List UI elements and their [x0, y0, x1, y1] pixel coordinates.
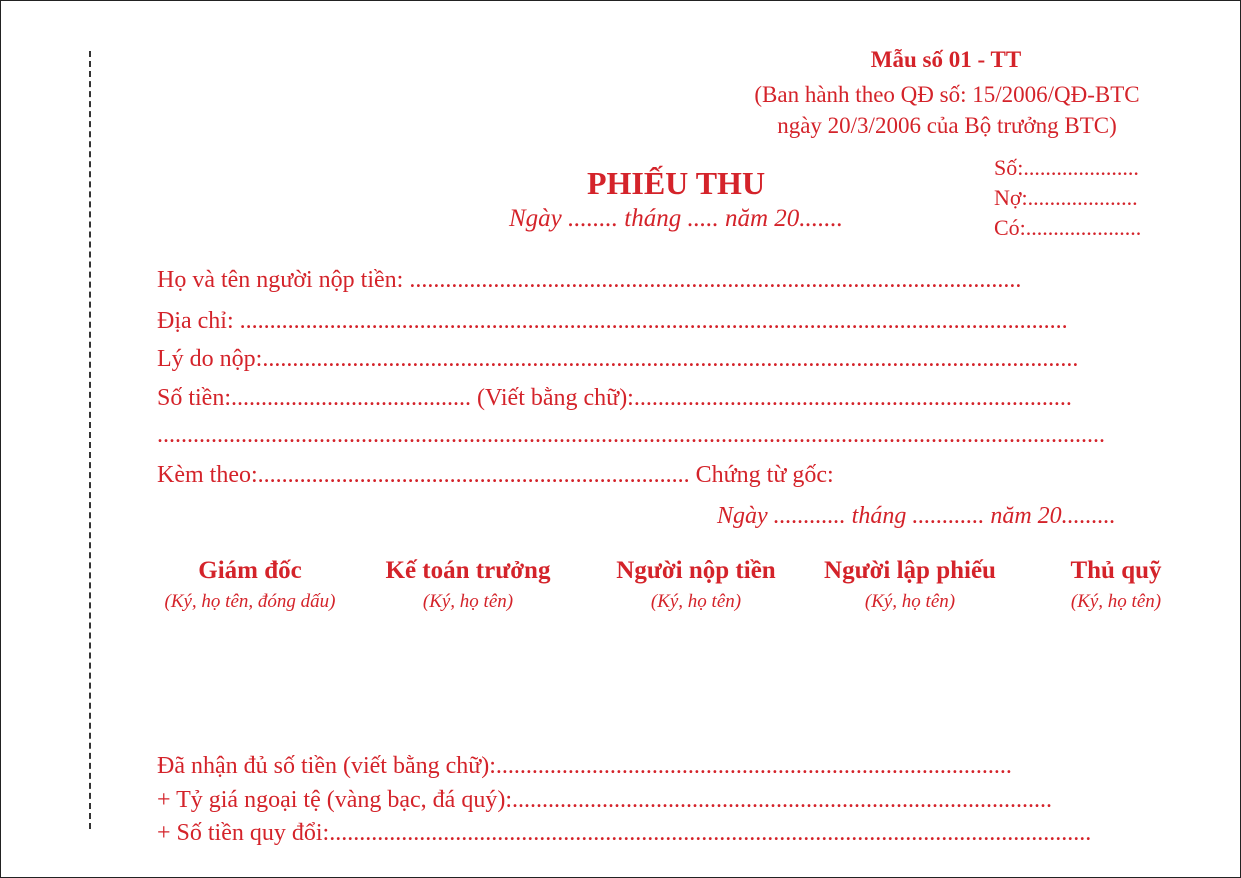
field-address: Địa chỉ: ..........................................................................................................................................: [157, 308, 1068, 334]
signature-note: (Ký, họ tên): [650, 591, 742, 612]
field-payer-name: Họ và tên người nộp tiền: ......................................................................................................: [157, 267, 1022, 293]
signature-role: Thủ quỹ: [1070, 557, 1162, 584]
signature-note: (Ký, họ tên): [1070, 591, 1162, 612]
decree-reference: [701, 79, 1193, 141]
signature-note: (Ký, họ tên): [422, 591, 514, 612]
ref-co: Có:.....................: [994, 215, 1142, 240]
field-converted-amount: + Số tiền quy đổi:...............................................................................................................................: [157, 820, 1092, 846]
ref-so: Số:.....................: [994, 155, 1139, 180]
form-date-line: Ngày ........ tháng ..... năm 20.......: [508, 205, 844, 232]
signature-note: (Ký, họ tên, đóng dấu): [164, 591, 336, 612]
signature-role: Giám đốc: [198, 557, 302, 584]
ref-no: Nợ:....................: [994, 185, 1138, 210]
signature-payer: [591, 557, 801, 613]
form-code: Mẫu số 01 - TT: [870, 47, 1022, 72]
perforation-line: [89, 51, 91, 829]
signature-chief-accountant: [363, 557, 573, 613]
signature-role: Kế toán trưởng: [385, 557, 551, 584]
signature-preparer: [805, 557, 1015, 613]
field-amount: Số tiền:........................................ (Viết bằng chữ):.........................................................................: [157, 385, 1072, 411]
field-amount-continued: ..............................................................................................................................................................: [157, 422, 1105, 448]
field-attached: Kèm theo:........................................................................ Chứng từ gốc:: [157, 462, 834, 488]
form-title: PHIẾU THU: [586, 165, 766, 201]
field-reason: Lý do nộp:........................................................................................................................................: [157, 346, 1079, 372]
signature-date-line: Ngày ............ tháng ............ năm 20.........: [717, 503, 1116, 529]
signature-cashier: [1041, 557, 1191, 613]
field-received-amount: Đã nhận đủ số tiền (viết bằng chữ):......................................................................................: [157, 753, 1012, 779]
signature-note: (Ký, họ tên): [864, 591, 956, 612]
signature-director: [141, 557, 359, 613]
accounting-refs: [994, 153, 1141, 243]
signature-role: Người nộp tiền: [616, 557, 776, 584]
decree-line-1: (Ban hành theo QĐ số: 15/2006/QĐ-BTC: [754, 82, 1140, 107]
signature-role: Người lập phiếu: [824, 557, 996, 584]
decree-line-2: ngày 20/3/2006 của Bộ trưởng BTC): [777, 113, 1117, 138]
field-exchange-rate: + Tỷ giá ngoại tệ (vàng bạc, đá quý):..........................................................................................: [157, 787, 1052, 813]
